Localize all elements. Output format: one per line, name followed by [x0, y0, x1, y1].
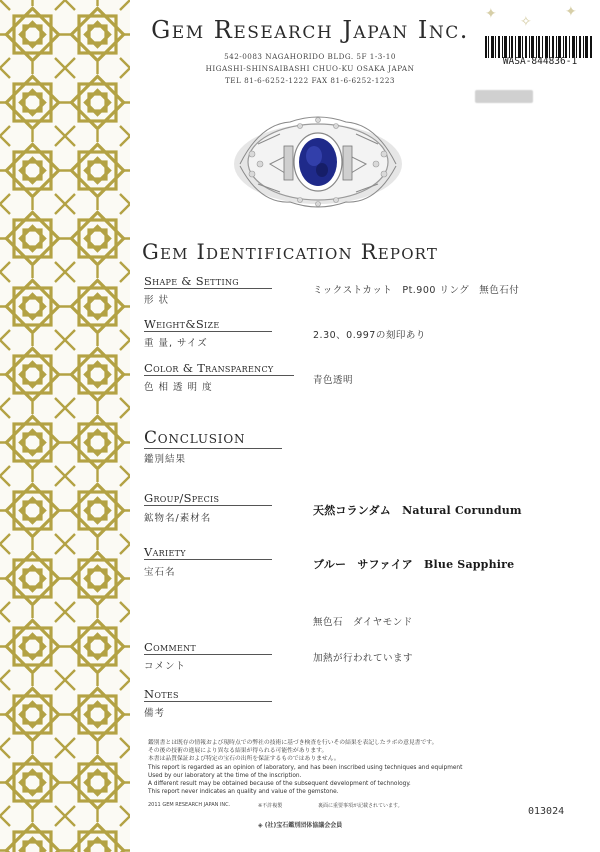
ring-photo [230, 104, 405, 212]
sparkle-decoration: ✦ [485, 6, 497, 22]
shape-setting-label-jp: 形 状 [144, 295, 170, 306]
color-transparency-label: Color & Transparency [144, 362, 294, 376]
disclaimer-en-4: This report never indicates an quality and value of the gemstone. [148, 789, 339, 795]
address-line-2: HIGASHI-SHINSAIBASHI CHUO-KU OSAKA JAPAN [205, 64, 415, 73]
notes-label-jp: 備考 [144, 708, 166, 719]
company-name: Gem Research Japan Inc. [151, 16, 469, 44]
group-label: Group/Specis [144, 492, 272, 506]
back-notice-text: 裏面に重要事項が記載されています。 [318, 803, 403, 809]
conclusion-heading: Conclusion [144, 428, 282, 449]
address-line-3: TEL 81-6-6252-1222 FAX 81-6-6252-1223 [224, 76, 395, 85]
weight-size-label-jp: 重 量, サイズ [144, 338, 208, 349]
disclaimer-jp-2: その後の技術の進展により異なる結果が得られる可能性があります。 [148, 748, 328, 754]
association-name: (社)宝石鑑別団体協議会会員 [264, 822, 343, 829]
address-line-1: 542-0083 NAGAHORIDO BLDG. 5F 1-3-10 [224, 52, 396, 61]
disclaimer-jp-1: 鑑別書とは既存の情報および現時点での弊社の技術に基づき検査を行いその結果を表記したラボの意見書です。 [148, 740, 438, 746]
weight-size-label: Weight&Size [144, 318, 272, 332]
sparkle-decoration: ✦ [565, 4, 577, 20]
disclaimer-en-3: A different result may be obtained because of the subsequent development of technology. [148, 781, 411, 787]
blurred-stamp [475, 90, 533, 103]
report-title: Gem Identification Report [142, 240, 439, 264]
weight-size-value: 2.30、0.997の刻印あり [313, 330, 426, 341]
comment-label: Comment [144, 641, 272, 655]
sparkle-decoration: ✧ [520, 14, 532, 30]
variety-value: ブルー サファイア Blue Sapphire [313, 558, 515, 571]
additional-stone-value: 無色石 ダイヤモンド [313, 617, 413, 628]
certificate-page [130, 0, 600, 852]
color-transparency-label-jp: 色 相 透 明 度 [144, 382, 213, 393]
disclaimer-en-2: Used by our laboratory at the time of the inscription. [148, 773, 302, 779]
disclaimer-en-1: This report is regarded as an opinion of laboratory, and has been inscribed using techniques and equipment [148, 765, 463, 771]
shape-setting-label: Shape & Setting [144, 275, 272, 289]
barcode-image [485, 36, 593, 58]
group-value: 天然コランダム Natural Corundum [313, 504, 522, 517]
shape-setting-value: ミックストカット Pt.900 リング 無色石付 [313, 285, 520, 296]
certificate-number: 013024 [528, 806, 565, 817]
variety-label-jp: 宝石名 [144, 567, 176, 578]
decorative-border [0, 0, 130, 852]
conclusion-heading-jp: 鑑別結果 [144, 454, 187, 465]
comment-label-jp: コメント [144, 661, 187, 672]
association-logo-icon: ◈ [258, 822, 265, 829]
notes-label: Notes [144, 688, 272, 702]
serial-number: WASA-844836-1 [502, 56, 578, 67]
variety-label: Variety [144, 546, 272, 560]
disclaimer-jp-3: 本書は品質保証および特定の宝石の出所を保証するものではありません。 [148, 756, 340, 762]
color-transparency-value: 青色透明 [313, 375, 354, 386]
copyright-text: 2011 GEM RESEARCH JAPAN INC. [148, 802, 231, 808]
association-text [258, 820, 342, 829]
no-copy-text: ※不許複製 [258, 803, 283, 809]
comment-value: 加熱が行われています [313, 653, 414, 664]
group-label-jp: 鉱物名/素材名 [144, 513, 212, 524]
